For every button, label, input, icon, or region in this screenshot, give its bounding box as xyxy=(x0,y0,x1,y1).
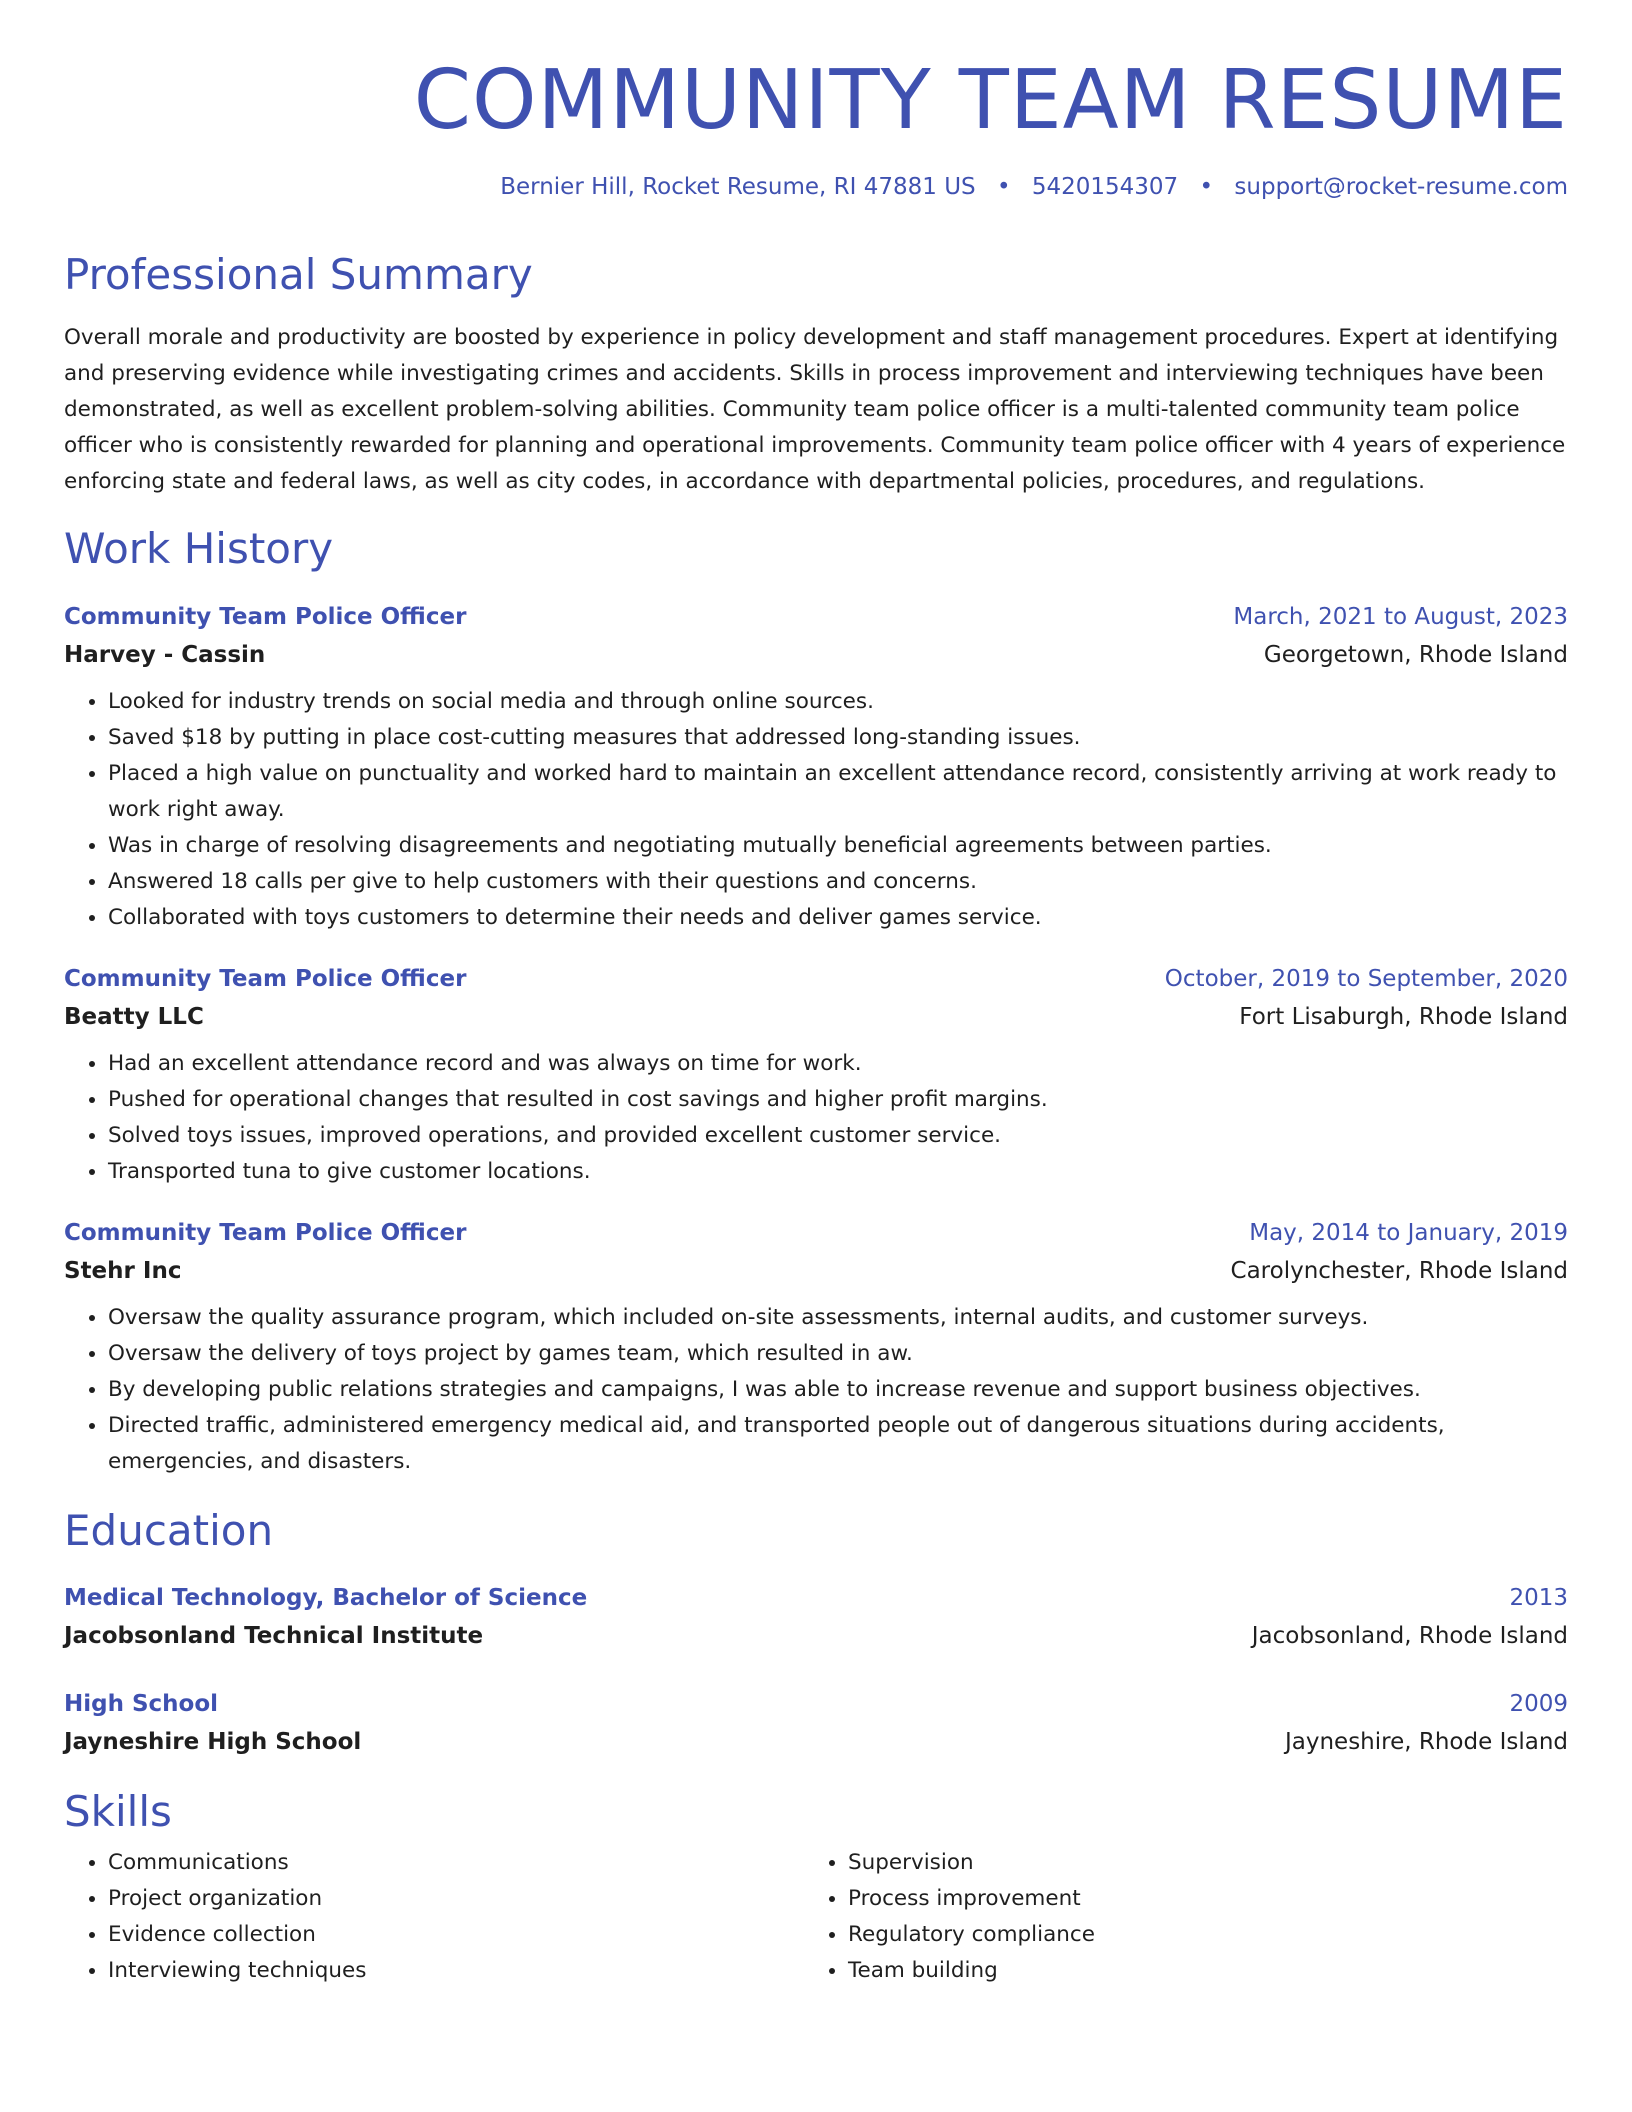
job-location: Georgetown, Rhode Island xyxy=(1263,642,1568,669)
job-entry xyxy=(64,1214,1568,1480)
contact-line xyxy=(64,174,1568,202)
job-dates: October, 2019 to September, 2020 xyxy=(1164,966,1568,993)
skill-item: • Process improvement xyxy=(848,1881,1544,1917)
education-location: Jacobsonland, Rhode Island xyxy=(1251,1622,1568,1649)
job-bullets xyxy=(64,1300,1568,1480)
job-bullet: • Oversaw the quality assurance program, which included on-site assessments, internal audits, and customer surveys. xyxy=(108,1300,1568,1336)
skill-item: • Regulatory compliance xyxy=(848,1917,1544,1953)
resume-name: COMMUNITY TEAM RESUME xyxy=(413,53,1568,148)
job-company: Stehr Inc xyxy=(64,1258,182,1285)
summary-heading: Professional Summary xyxy=(64,249,533,299)
skill-item: • Team building xyxy=(848,1953,1544,1989)
contact-address: Bernier Hill, Rocket Resume, RI 47881 US xyxy=(500,174,976,200)
summary-text: Overall morale and productivity are boosted by experience in policy development and staff management procedures. Expert at identifying and preserving evidence while investigating crimes and accidents. Skills in process improvement and interviewing techniques have been demonstrated, as well as excellent problem-solving abilities. Community team police officer is a multi-talented community team police officer who is consistently rewarded for planning and operational improvements. Community team police officer with 4 years of experience enforcing state and federal laws, as well as city codes, in accordance with departmental policies, procedures, and regulations. xyxy=(64,324,1566,494)
education-heading: Education xyxy=(64,1506,274,1556)
skill-item: • Evidence collection xyxy=(108,1917,804,1953)
job-bullet: • Answered 18 calls per give to help customers with their questions and concerns. xyxy=(108,864,1568,900)
job-bullet: • Placed a high value on punctuality and worked hard to maintain an excellent attendance record, consistently arriving at work ready to work right away. xyxy=(108,756,1568,828)
job-bullet: • Oversaw the delivery of toys project by games team, which resulted in aw. xyxy=(108,1336,1568,1372)
skill-item: • Communications xyxy=(108,1845,804,1881)
contact-separator: • xyxy=(1199,174,1214,200)
skills-column-left xyxy=(64,1845,804,1989)
job-bullet: • Directed traffic, administered emergency medical aid, and transported people out of dangerous situations during accidents, emergencies, and disasters. xyxy=(108,1408,1568,1480)
skills-column-right xyxy=(804,1845,1544,1989)
job-entry xyxy=(64,598,1568,936)
job-location: Fort Lisaburgh, Rhode Island xyxy=(1239,1004,1568,1031)
education-entry xyxy=(64,1579,1568,1655)
skill-item: • Supervision xyxy=(848,1845,1544,1881)
job-bullet: • Collaborated with toys customers to determine their needs and deliver games service. xyxy=(108,900,1568,936)
skills-grid xyxy=(64,1845,1568,1989)
education-year: 2009 xyxy=(1509,1690,1568,1717)
job-bullet: • Looked for industry trends on social media and through online sources. xyxy=(108,684,1568,720)
job-title: Community Team Police Officer xyxy=(64,1220,467,1247)
job-title: Community Team Police Officer xyxy=(64,604,467,631)
job-dates: March, 2021 to August, 2023 xyxy=(1233,604,1568,631)
job-dates: May, 2014 to January, 2019 xyxy=(1249,1220,1568,1247)
job-bullet: • Saved $18 by putting in place cost-cutting measures that addressed long-standing issues. xyxy=(108,720,1568,756)
work-history-heading: Work History xyxy=(64,523,334,573)
job-bullet: • Transported tuna to give customer locations. xyxy=(108,1154,1568,1190)
skill-item: • Project organization xyxy=(108,1881,804,1917)
education-degree: Medical Technology, Bachelor of Science xyxy=(64,1584,588,1611)
job-bullet: • Was in charge of resolving disagreements and negotiating mutually beneficial agreements between parties. xyxy=(108,828,1568,864)
job-company: Harvey - Cassin xyxy=(64,642,266,669)
contact-separator: • xyxy=(996,174,1011,200)
contact-email[interactable]: support@rocket-resume.com xyxy=(1234,174,1568,200)
job-bullet: • Pushed for operational changes that resulted in cost savings and higher profit margins. xyxy=(108,1082,1568,1118)
job-bullet: • Had an excellent attendance record and was always on time for work. xyxy=(108,1046,1568,1082)
job-company: Beatty LLC xyxy=(64,1004,204,1031)
job-location: Carolynchester, Rhode Island xyxy=(1230,1258,1568,1285)
education-school: Jacobsonland Technical Institute xyxy=(64,1622,484,1649)
education-location: Jayneshire, Rhode Island xyxy=(1284,1728,1568,1755)
job-title: Community Team Police Officer xyxy=(64,966,467,993)
skills-heading: Skills xyxy=(64,1786,172,1836)
job-bullet: • By developing public relations strategies and campaigns, I was able to increase revenue and support business objectives. xyxy=(108,1372,1568,1408)
education-year: 2013 xyxy=(1509,1584,1568,1611)
education-entry xyxy=(64,1685,1568,1761)
education-degree: High School xyxy=(64,1690,219,1717)
job-bullets xyxy=(64,1046,1568,1190)
job-entry xyxy=(64,960,1568,1190)
job-bullet: • Solved toys issues, improved operations, and provided excellent customer service. xyxy=(108,1118,1568,1154)
education-school: Jayneshire High School xyxy=(64,1728,362,1755)
skill-item: • Interviewing techniques xyxy=(108,1953,804,1989)
job-bullets xyxy=(64,684,1568,936)
contact-phone: 5420154307 xyxy=(1031,174,1179,200)
